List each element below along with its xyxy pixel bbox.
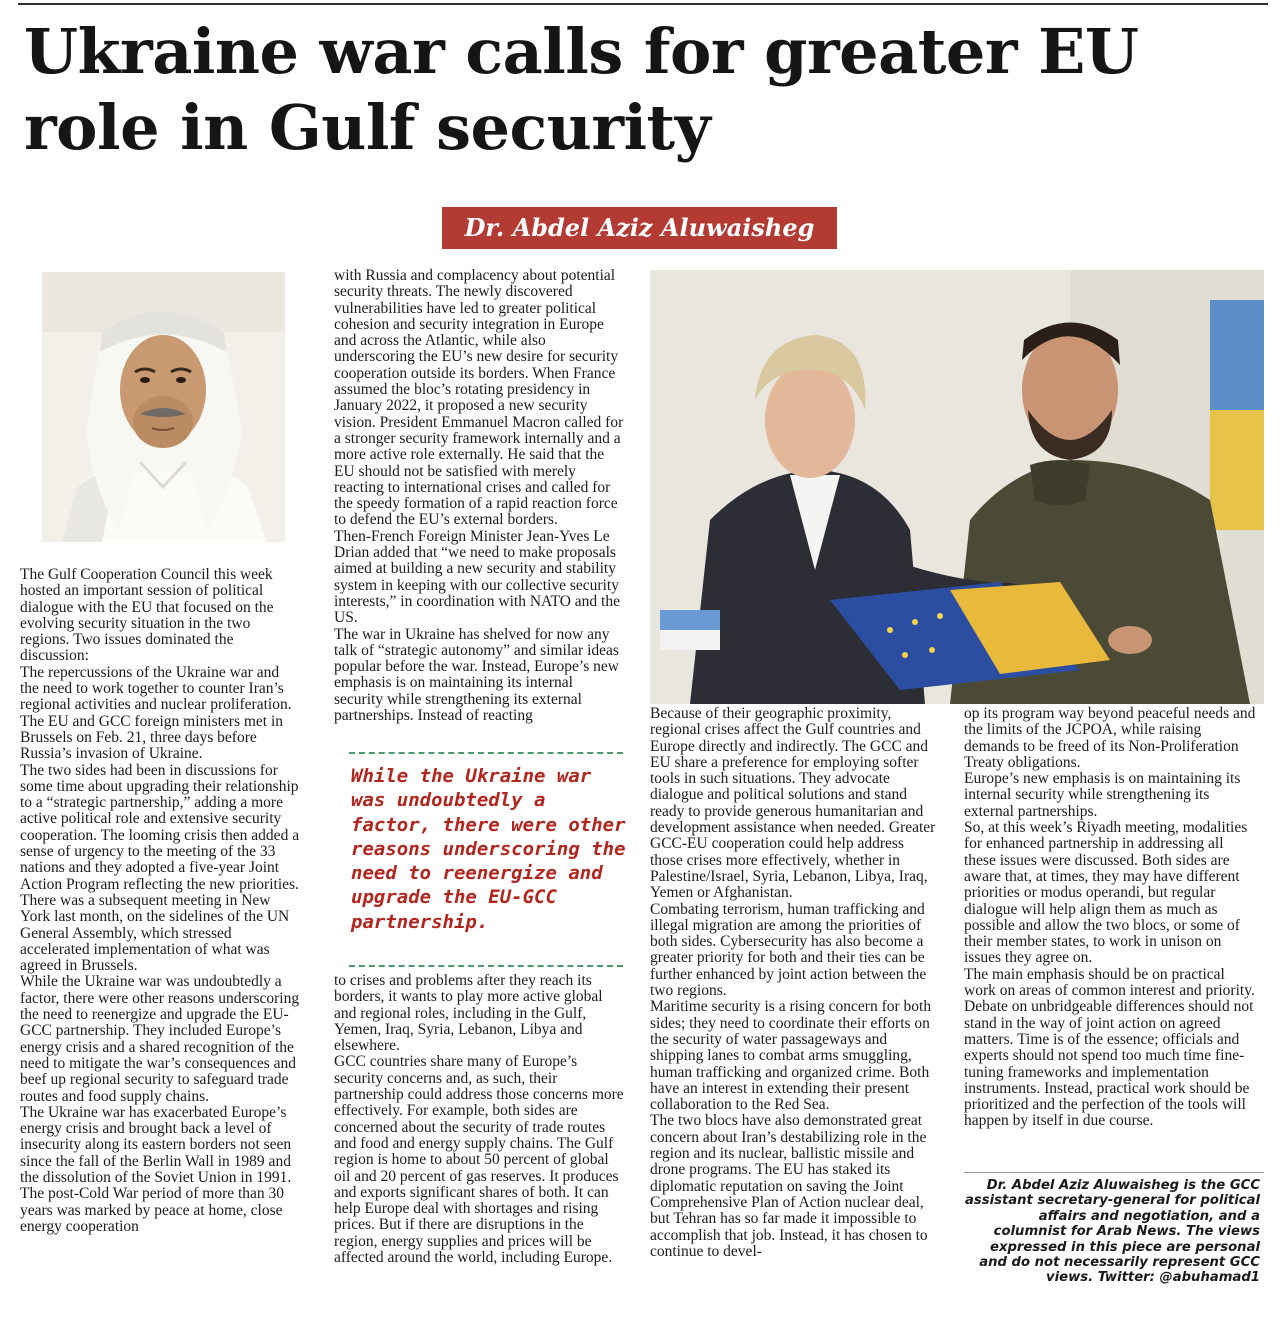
column-2-bottom (334, 973, 624, 1266)
author-photo (42, 272, 285, 542)
byline: Dr. Abdel Aziz Aluwaisheg (442, 207, 837, 249)
paragraph: There was a subsequent meeting in New York last month, on the sidelines of the UN General Assembly, which stressed accelerated implementation of what was agreed in Brussels. (20, 891, 290, 975)
author-bio: Dr. Abdel Aziz Aluwaisheg is the GCC assistant secretary-general for political affairs and negotiation, and a columnist for Arab News. The views expressed in this piece are personal and do not necessarily represent GCC views. Twitter: @abuhamad1 (964, 1178, 1260, 1286)
paragraph: The war in Ukraine has shelved for now any talk of “strategic autonomy” and similar ideas popular before the war. Instead, Europe’s new emphasis is on maintaining its internal security while strengthening its external partnerships. Instead of reacting (334, 625, 619, 725)
column-2-top (334, 268, 624, 724)
paragraph: The EU and GCC foreign ministers met in Brussels on Feb. 21, three days before Russia’s invasion of Ukraine. (20, 712, 284, 763)
paragraph: with Russia and complacency about potential security threats. The newly discovered vulnerabilities have led to greater political cohesion and security integration in Europe and across the Atlantic, while also underscoring the EU’s new desire for security cooperation outside its borders. When France assumed the bloc’s rotating presidency in January 2022, it proposed a new security vision. President Emmanuel Macron called for a stronger security framework internally and a more active role externally. He said that the EU should not be satisfied with merely reacting to international crises and called for the speedy formation of a rapid reaction force to defend the EU’s external borders. (334, 267, 624, 529)
paragraph: op its program way beyond peaceful needs and the limits of the JCPOA, while raising demands to be freed of its Non-Proliferation Treaty obligations. (964, 705, 1256, 771)
paragraph: The main emphasis should be on practical work on areas of common interest and priority. Debate on unbridgeable differences should not stand in the way of joint action on agreed matters. Time is of the essence; officials and experts should not spend too much time fine-tuning frameworks and implementation instruments. Instead, practical work should be prioritized and the perfection of the tools will happen by itself in due course. (964, 965, 1255, 1130)
paragraph: The repercussions of the Ukraine war and the need to work together to counter Iran’s regional activities and nuclear proliferation. (20, 663, 292, 714)
top-rule (18, 3, 1268, 5)
pull-quote-rule-bottom (349, 965, 623, 967)
paragraph: Then-French Foreign Minister Jean-Yves Le Drian added that “we need to make proposals aimed at building a new security and stability system in keeping with our collective security interests,” in coordination with NATO and the US. (334, 527, 620, 627)
column-1 (20, 567, 300, 1235)
paragraph: The Gulf Cooperation Council this week hosted an important session of political dialogue with the EU that focused on the evolving security situation in the two regions. Two issues dominated the discussion: (20, 566, 274, 665)
paragraph: Maritime security is a rising concern for both sides; they need to coordinate their efforts on the security of water passageways and shipping lanes to combat arms smuggling, human trafficking and organized crime. Both have an interest in extending their present collaboration to the Red Sea. (650, 998, 932, 1114)
main-photo (650, 270, 1264, 704)
paragraph: The two blocs have also demonstrated great concern about Iran’s destabilizing role in the region and its nuclear, ballistic missile and drone programs. The EU has staked its diplomatic reputation on saving the Joint Comprehensive Plan of Action nuclear deal, but Tehran has so far made it impossible to accomplish that job. Instead, it has chosen to continue to devel- (650, 1112, 928, 1260)
paragraph: Because of their geographic proximity, regional crises affect the Gulf countries and Europe directly and indirectly. The GCC and EU share a preference for employing softer tools in such situations. They advocate dialogue and political solutions and stand ready to provide generous humanitarian and development assistance when needed. Greater GCC-EU cooperation could help address those crises more effectively, whether in Palestine/Israel, Syria, Lebanon, Libya, Iraq, Yemen or Afghanistan. (650, 705, 936, 902)
column-4 (964, 706, 1259, 1130)
paragraph: So, at this week’s Riyadh meeting, modalities for enhanced partnership in addressing all these issues were discussed. Both sides are aware that, at times, they may have different priorities or modus operandi, but regular dialogue will help align them as much as possible and allow the two blocs, or some of their member states, to work in unison on issues they agree on. (964, 819, 1248, 967)
bio-divider (964, 1172, 1264, 1173)
headline: Ukraine war calls for greater EU role in Gulf security (24, 15, 1139, 164)
paragraph: The Ukraine war has exacerbated Europe’s energy crisis and brought back a level of insecurity along its eastern borders not seen since the fall of the Berlin Wall in 1989 and the dissolution of the Soviet Union in 1991. The post-Cold War period of more than 30 years was marked by peace at home, close energy cooperation (20, 1103, 292, 1235)
paragraph: Europe’s new emphasis is on maintaining its internal security while strengthening its external partnerships. (964, 770, 1241, 820)
paragraph: to crises and problems after they reach its borders, it wants to play more active global and regional roles, including in the Gulf, Yemen, Iraq, Syria, Lebanon, Libya and elsewhere. (334, 972, 603, 1055)
column-3 (650, 706, 940, 1260)
paragraph: While the Ukraine war was undoubtedly a factor, there were other reasons underscoring the need to reenergize and upgrade the EU-GCC partnership. They included Europe’s energy crisis and a shared recognition of the need to mitigate the war’s consequences and beef up regional security to safeguard trade routes and food supply chains. (20, 973, 300, 1105)
pull-quote-text: While the Ukraine war was undoubtedly a factor, there were other reasons underscoring the need to reenergize and upgrade the EU-GCC partnership. (351, 765, 626, 933)
paragraph: The two sides had been in discussions for some time about upgrading their relationship to a “strategic partnership,” adding a more active political role and extensive security cooperation. The looming crisis then added a sense of urgency to the meeting of the 33 nations and they adopted a five-year Joint Action Program reflecting the new priorities. (20, 761, 300, 893)
paragraph: Combating terrorism, human trafficking and illegal migration are among the priorities of both sides. Cybersecurity has also become a greater priority for both and their ties can be further enhanced by joint action between the two regions. (650, 900, 927, 1000)
paragraph: GCC countries share many of Europe’s security concerns and, as such, their partnership could address those concerns more effectively. For example, both sides are concerned about the security of trade routes and food and energy supply chains. The Gulf region is home to about 50 percent of global oil and 20 percent of gas reserves. It produces and exports significant shares of both. It can help Europe deal with shortages and rising prices. But if there are disruptions in the region, energy supplies and prices will be affected around the world, including Europe. (334, 1053, 624, 1267)
pull-quote-rule-top (349, 752, 623, 754)
pull-quote (341, 752, 631, 967)
